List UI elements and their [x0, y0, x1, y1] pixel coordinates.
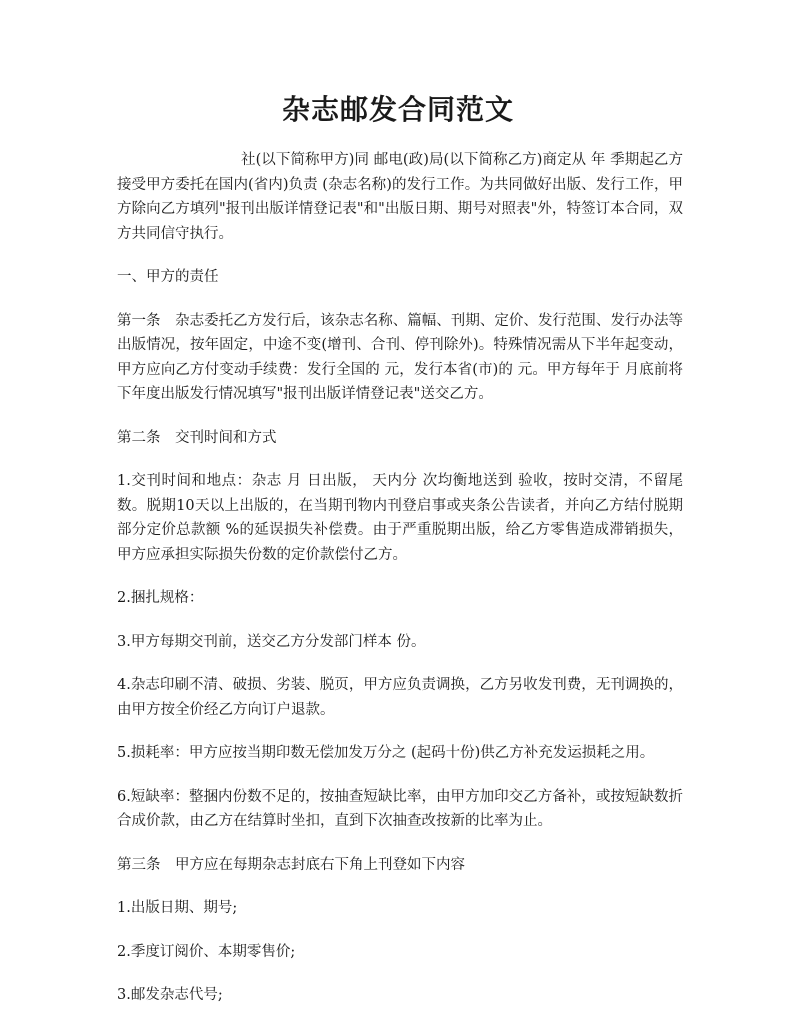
clause-loss-rate: 5.损耗率：甲方应按当期印数无偿加发万分之 (起码十份)供乙方补充发运损耗之用。	[117, 745, 655, 761]
clause-samples: 3.甲方每期交刊前，送交乙方分发部门样本 份。	[117, 633, 426, 650]
document-body	[117, 148, 683, 1027]
list-item-price: 2.季度订阅价、本期零售价;	[117, 943, 296, 960]
article-1: 第一条 杂志委托乙方发行后，该杂志名称、篇幅、刊期、定价、发行范围、发行办法等出版情况，按年固定，中途不变(增刊、合刊、停刊除外)。特殊情况需从下半年起变动，甲方应向乙方付变动手续费：发行全国的 元，发行本省(市)的 元。甲方每年于 月底前将下年度出版发行情况填写"报刊出版详情登记表"送交乙方。	[117, 312, 683, 402]
clause-delivery-time: 1.交刊时间和地点：杂志 月 日出版， 天内分 次均衡地送到 验收，按时交清，不留尾数。脱期10天以上出版的，在当期刊物内刊登启事或夹条公告读者，并向乙方结付脱期部分定价总款额 %的延误损失补偿费。由于严重脱期出版，给乙方零售造成滞销损失，甲方应承担实际损失份数的定价款偿付乙方。	[117, 473, 683, 563]
intro-paragraph: 社(以下简称甲方)同 邮电(政)局(以下简称乙方)商定从 年 季期起乙方接受甲方委托在国内(省内)负责 (杂志名称)的发行工作。为共同做好出版、发行工作，甲方除向乙方填列"报刊出版详情登记表"和"出版日期、期号对照表"外，特签订本合同，双方共同信守执行。	[117, 152, 683, 242]
list-item-date: 1.出版日期、期号;	[117, 900, 238, 916]
clause-shortage-rate: 6.短缺率：整捆内份数不足的，按抽查短缺比率，由甲方加印交乙方备补，或按短缺数折合成价款，由乙方在结算时坐扣，直到下次抽查改按新的比率为止。	[117, 788, 683, 829]
section-heading-party-a: 一、甲方的责任	[117, 269, 219, 285]
clause-defects: 4.杂志印刷不清、破损、劣装、脱页，甲方应负责调换，乙方另收发刊费，无刊调换的，由甲方按全价经乙方向订户退款。	[117, 677, 683, 718]
list-item-code: 3.邮发杂志代号;	[117, 987, 223, 1003]
clause-bundling: 2.捆扎规格：	[117, 590, 204, 606]
article-2-heading: 第二条 交刊时间和方式	[117, 429, 277, 446]
article-3-heading: 第三条 甲方应在每期杂志封底右下角上刊登如下内容	[117, 856, 465, 873]
document-title: 杂志邮发合同范文	[281, 93, 514, 126]
